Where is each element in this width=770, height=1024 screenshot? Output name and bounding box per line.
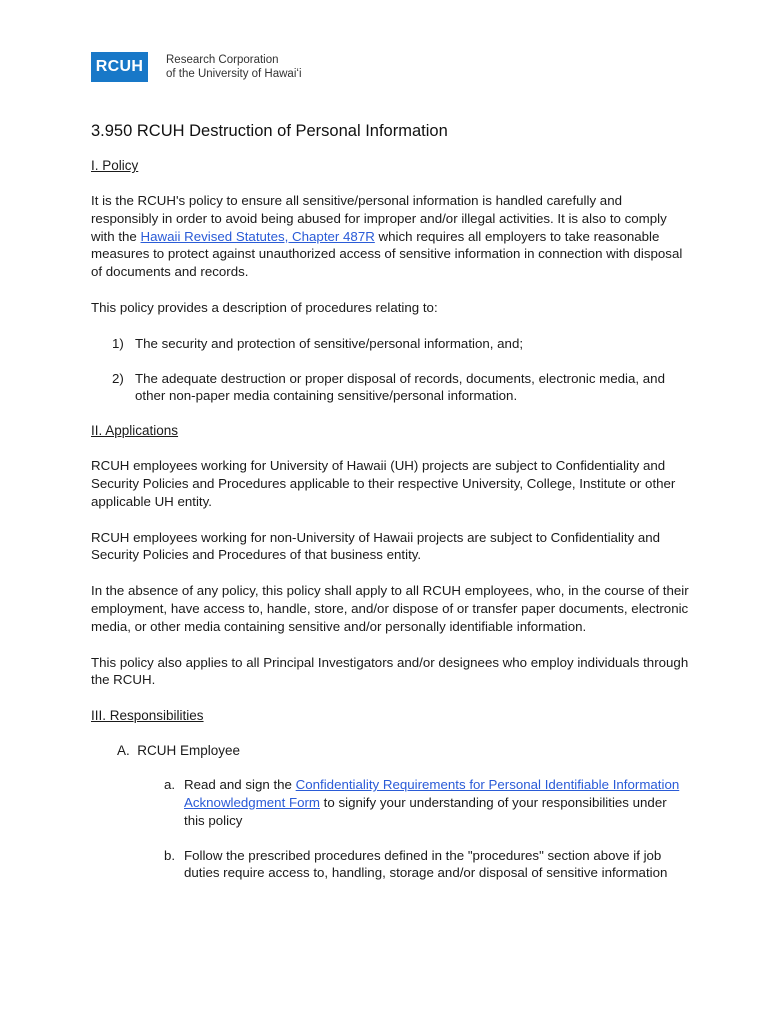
list-marker: 1)	[112, 335, 124, 351]
section-heading-policy: I. Policy	[91, 158, 139, 173]
list-marker: b.	[164, 847, 176, 863]
section-heading-responsibilities: III. Responsibilities	[91, 708, 204, 724]
list-item	[91, 776, 691, 829]
list-item-text: to signify your understanding of your responsibilities under this policy	[184, 794, 667, 828]
applications-paragraph: RCUH employees working for non-University of Hawaii projects are subject to Confidentiality and Security Policies and Procedures of that business entity.	[91, 529, 661, 563]
subsection-heading-rcuh-employee: A. RCUH Employee	[117, 743, 241, 759]
org-name	[166, 53, 302, 81]
list-item-text: Read and sign the	[184, 777, 296, 793]
applications-paragraph: In the absence of any policy, this policy shall apply to all RCUH employees, who, in the course of their employment, have access to, handle, store, and/or dispose of or transfer paper documents, electronic media, or other media containing sensitive and/or personally identifiable information.	[91, 583, 689, 634]
applications-paragraph: This policy also applies to all Principal Investigators and/or designees who employ individuals through the RCUH.	[91, 654, 689, 688]
confidentiality-form-link[interactable]: Confidentiality Requirements for Personal Identifiable Information Acknowledgment Form	[184, 777, 680, 810]
rcuh-logo: RCUH	[91, 52, 148, 82]
document-title: 3.950 RCUH Destruction of Personal Information	[91, 122, 448, 140]
list-marker: 2)	[112, 370, 124, 386]
list-marker: a.	[164, 777, 176, 793]
section-heading-applications: II. Applications	[91, 423, 179, 439]
list-item-text: The security and protection of sensitive/personal information, and;	[135, 335, 524, 351]
policy-paragraph-2: This policy provides a description of procedures relating to:	[91, 299, 438, 315]
list-item	[91, 335, 691, 353]
list-item	[91, 847, 691, 883]
list-item-text: The adequate destruction or proper disposal of records, documents, electronic media, and other non-paper media containing sensitive/personal information.	[135, 370, 665, 404]
policy-text-a: It is the RCUH's policy to ensure all sensitive/personal information is handled carefully and responsibly in order to avoid being abused for improper and/or illegal activities. It is also to comply with the	[91, 193, 667, 244]
policy-text-b: which requires all employers to take reasonable measures to protect against unauthorized access of sensitive information in connection with disposal of documents and records.	[91, 228, 683, 280]
applications-paragraph: RCUH employees working for University of Hawaii (UH) projects are subject to Confidentiality and Security Policies and Procedures applicable to their respective University, College, Institute or other applicable UH entity.	[91, 458, 676, 509]
org-name-line2: of the University of Hawaiʻi	[166, 68, 302, 80]
list-item-text: Follow the prescribed procedures defined in the "procedures" section above if job duties require access to, handling, storage and/or disposal of sensitive information	[184, 847, 668, 881]
org-name-line1: Research Corporation	[166, 54, 279, 66]
hrs-487r-link[interactable]: Hawaii Revised Statutes, Chapter 487R	[140, 228, 375, 244]
list-item	[91, 370, 691, 406]
policy-paragraph-1	[91, 192, 691, 281]
document-content	[91, 121, 691, 899]
